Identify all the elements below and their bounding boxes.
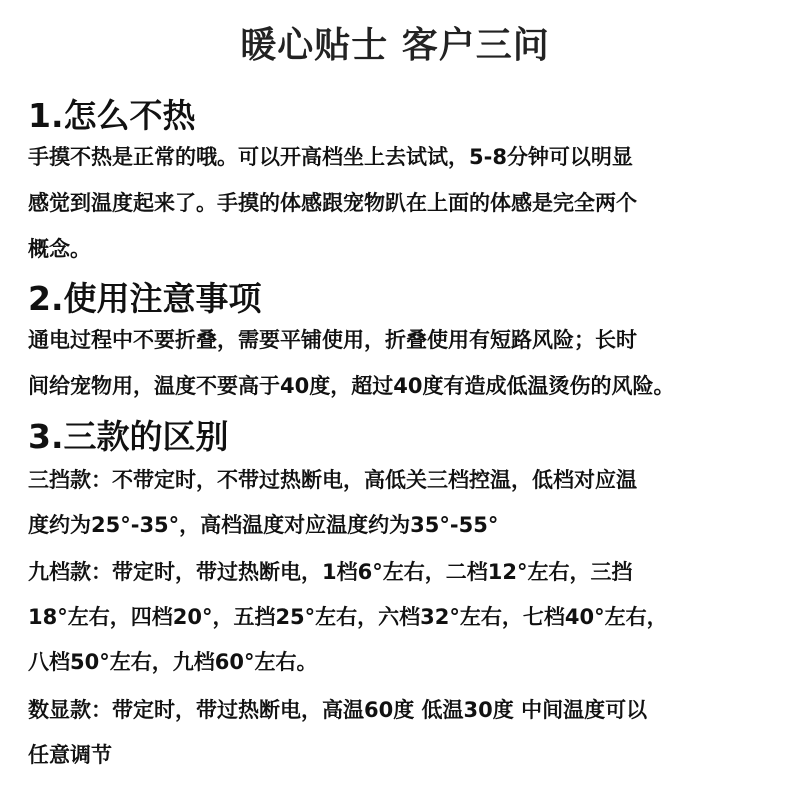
section-2-paragraph [28,317,773,409]
section-3-paragraph-three-level [28,458,773,548]
section-1-paragraph [28,134,773,272]
section-heading-2: 2.使用注意事项 [28,279,262,318]
section-3-paragraph-digital [28,688,773,778]
text-line: 八档50°左右，九档60°左右。 [28,650,318,674]
text-line: 三挡款：不带定时，不带过热断电，高低关三档控温，低档对应温 [28,468,637,492]
text-line: 九档款：带定时，带过热断电，1档6°左右，二档12°左右，三挡 [28,560,633,584]
text-line: 间给宠物用，温度不要高于40度，超过40度有造成低温烫伤的风险。 [28,374,675,398]
text-line: 手摸不热是正常的哦。可以开高档坐上去试试，5-8分钟可以明显 [28,145,633,169]
section-heading-3: 3.三款的区别 [28,417,229,456]
text-line: 数显款：带定时，带过热断电，高温60度 低温30度 中间温度可以 [28,698,648,722]
text-line: 18°左右，四档20°，五挡25°左右，六档32°左右，七档40°左右， [28,605,668,629]
text-line: 度约为25°-35°，高档温度对应温度约为35°-55° [28,513,499,537]
section-3-paragraph-nine-level [28,550,773,685]
text-line: 概念。 [28,237,91,261]
page-title: 暖心贴士 客户三问 [240,25,550,66]
text-line: 通电过程中不要折叠，需要平铺使用，折叠使用有短路风险；长时 [28,328,637,352]
text-line: 感觉到温度起来了。手摸的体感跟宠物趴在上面的体感是完全两个 [28,191,637,215]
text-line: 任意调节 [28,743,112,767]
section-heading-1: 1.怎么不热 [28,96,196,135]
